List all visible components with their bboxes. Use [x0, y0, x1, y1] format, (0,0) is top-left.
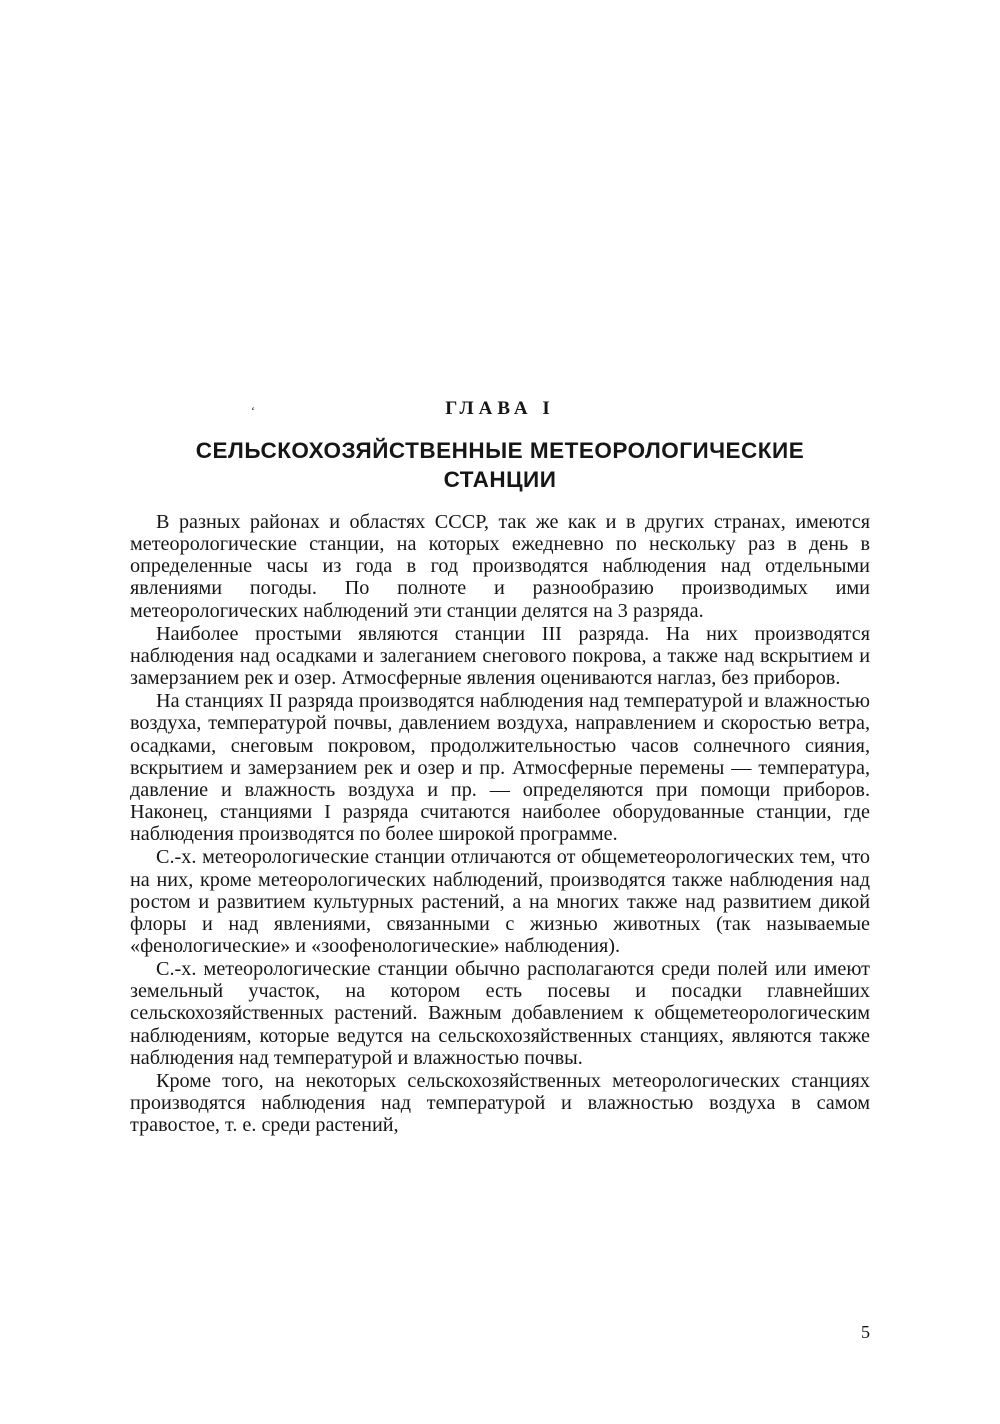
- book-page: [130, 0, 870, 1424]
- paragraph-6: Кроме того, на некоторых сельскохозяйственных метеорологических станциях производятся наблюдения над температурой и влажностью воздуха в самом травостое, т. е. среди растений,: [130, 1069, 870, 1137]
- page-number: 5: [861, 1322, 870, 1342]
- chapter-title: [130, 436, 870, 494]
- chapter-title-line-2: СТАНЦИИ: [443, 467, 557, 492]
- print-speck: ʻ: [251, 404, 255, 418]
- chapter-body: [130, 511, 870, 1136]
- chapter-label: ГЛАВА I: [445, 398, 555, 419]
- paragraph-4: С.-х. метеорологические станции отличаются от общеметеорологических тем, что на них, кроме метеорологических наблюдений, производятся также наблюдения над ростом и развитием культурных растений, а на многих также над развитием дикой флоры и над явлениями, связанными с жизнью животных (так называемые «фенологические» и «зоофенологические» наблюдения).: [130, 846, 870, 957]
- paragraph-2: Наиболее простыми являются станции III разряда. На них производятся наблюдения над осадками и залеганием снегового покрова, а также над вскрытием и замерзанием рек и озер. Атмосферные явления оцениваются наглаз, без приборов.: [130, 622, 870, 690]
- paragraph-3: На станциях II разряда производятся наблюдения над температурой и влажностью воздуха, температурой почвы, давлением воздуха, направлением и скоростью ветра, осадками, снеговым покровом, продолжительностью часов солнечного сияния, вскрытием и замерзанием рек и озер и пр. Атмосферные перемены — температура, давление и влажность воздуха и пр. — определяются при помощи приборов. Наконец, станциями I разряда считаются наиболее оборудованные станции, где наблюдения производятся по более широкой программе.: [130, 690, 870, 846]
- chapter-title-line-1: СЕЛЬСКОХОЗЯЙСТВЕННЫЕ МЕТЕОРОЛОГИЧЕСКИЕ: [195, 438, 805, 463]
- paragraph-5: С.-х. метеорологические станции обычно располагаются среди полей или имеют земельный участок, на котором есть посевы и посадки главнейших сельскохозяйственных растений. Важным добавлением к общеметеорологическим наблюдениям, которые ведутся на сельскохозяйственных станциях, являются также наблюдения над температурой и влажностью почвы.: [130, 958, 870, 1069]
- paragraph-1: В разных районах и областях СССР, так же как и в других странах, имеются метеорологические станции, на которых ежедневно по нескольку раз в день в определенные часы из года в год производятся наблюдения над отдельными явлениями погоды. По полноте и разнообразию производимых ими метеорологических наблюдений эти станции делятся на 3 разряда.: [130, 511, 870, 622]
